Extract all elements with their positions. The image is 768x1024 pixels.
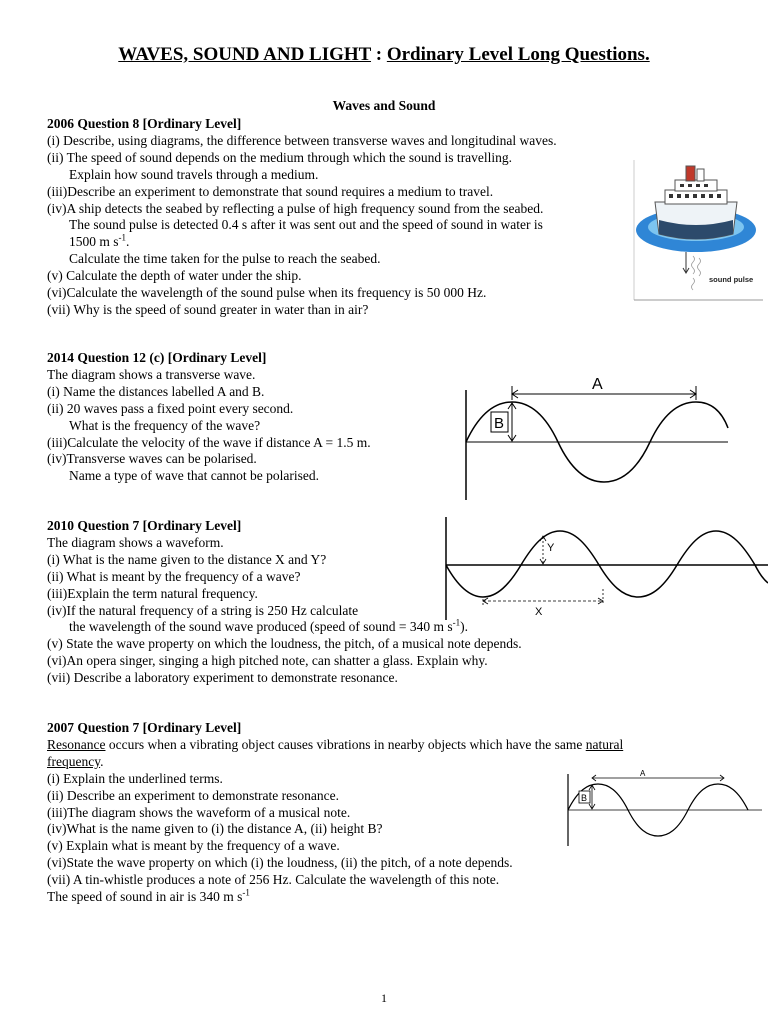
label-y: Y [547, 542, 555, 554]
question-line: (vi)An opera singer, singing a high pitched note, can shatter a glass. Explain why. [47, 653, 488, 669]
unit-exponent: -1 [118, 232, 127, 243]
section-heading: Waves and Sound [332, 98, 436, 113]
question-line: (i) Explain the underlined terms. [47, 770, 223, 786]
transverse-wave-diagram [460, 372, 732, 502]
question-2006-q8 [47, 116, 557, 319]
speed-value: 1500 m s [69, 234, 119, 250]
question-line [47, 754, 623, 771]
question-line: The diagram shows a transverse wave. [47, 366, 256, 382]
punct: . [126, 234, 130, 250]
title-main: WAVES, SOUND AND LIGHT [118, 44, 372, 65]
question-line: (ii) The speed of sound depends on the medium through which the sound is travelling. [47, 149, 513, 165]
question-line: (iii)Describe an experiment to demonstrate that sound requires a medium to travel. [47, 183, 494, 199]
question-line [47, 234, 557, 251]
question-line: (ii) Describe an experiment to demonstrate resonance. [47, 787, 340, 803]
question-line: (iii)Explain the term natural frequency. [47, 585, 258, 601]
question-line: (iv)A ship detects the seabed by reflecting a pulse of high frequency sound from the seabed. [47, 200, 544, 216]
question-line: (i) Name the distances labelled A and B. [47, 383, 265, 399]
question-line: (vii) Why is the speed of sound greater in water than in air? [47, 301, 369, 317]
question-heading: 2006 Question 8 [Ordinary Level] [47, 116, 242, 131]
label-b: B [581, 793, 588, 803]
question-line: (iv)If the natural frequency of a string is 250 Hz calculate [47, 602, 359, 618]
question-text: occurs when a vibrating object causes vibrations in nearby objects which have the same [105, 736, 586, 752]
question-line: (iv)What is the name given to (i) the distance A, (ii) height B? [47, 821, 383, 837]
question-2007-q7 [47, 720, 623, 906]
punct: ). [460, 619, 469, 635]
question-line: (vi)Calculate the wavelength of the sound pulse when its frequency is 50 000 Hz. [47, 285, 487, 301]
question-line: (v) Explain what is meant by the frequency of a wave. [47, 838, 340, 854]
question-line: (ii) What is meant by the frequency of a wave? [47, 568, 301, 584]
question-line: (i) Describe, using diagrams, the difference between transverse waves and longitudinal waves. [47, 132, 557, 148]
sound-pulse-label: sound pulse [709, 275, 754, 284]
punct: . [100, 753, 104, 769]
question-line: (iv)Transverse waves can be polarised. [47, 451, 257, 467]
underlined-term: Resonance [47, 736, 106, 752]
underlined-term: natural [585, 736, 624, 752]
underlined-term: frequency [47, 753, 101, 769]
question-text: The speed of sound in air is 340 m s [47, 889, 243, 905]
waveform-diagram [443, 517, 768, 620]
question-line: The sound pulse is detected 0.4 s after it was sent out and the speed of sound in water is [69, 217, 543, 233]
question-line: (v) Calculate the depth of water under the ship. [47, 268, 302, 284]
question-line: (vii) Describe a laboratory experiment to demonstrate resonance. [47, 670, 398, 686]
question-heading: 2007 Question 7 [Ordinary Level] [47, 720, 242, 735]
question-heading: 2014 Question 12 (c) [Ordinary Level] [47, 350, 267, 365]
question-line: (vi)State the wave property on which (i) the loudness, (ii) the pitch, of a note depends. [47, 855, 513, 871]
question-line [47, 737, 623, 754]
question-line [47, 889, 623, 906]
question-line: Explain how sound travels through a medium. [69, 166, 319, 182]
question-line: (iii)The diagram shows the waveform of a musical note. [47, 804, 351, 820]
question-line [47, 619, 522, 636]
question-line: (v) State the wave property on which the loudness, the pitch, of a musical note depends. [47, 636, 522, 652]
label-x: X [535, 606, 543, 618]
label-a: A [592, 376, 603, 393]
question-heading: 2010 Question 7 [Ordinary Level] [47, 518, 242, 533]
unit-exponent: -1 [242, 887, 250, 898]
label-a: A [640, 769, 646, 778]
question-line: (i) What is the name given to the distance X and Y? [47, 551, 327, 567]
musical-note-waveform [562, 766, 762, 850]
label-b: B [494, 415, 505, 432]
unit-exponent: -1 [452, 617, 461, 628]
title-separator: : [371, 44, 387, 65]
question-line: Calculate the time taken for the pulse to reach the seabed. [69, 251, 381, 267]
question-text: the wavelength of the sound wave produced (speed of sound = 340 m s [69, 619, 453, 635]
page-number: 1 [381, 991, 387, 1005]
question-line: (ii) 20 waves pass a fixed point every second. [47, 400, 294, 416]
question-line: (iii)Calculate the velocity of the wave if distance A = 1.5 m. [47, 434, 371, 450]
question-line: What is the frequency of the wave? [69, 417, 261, 433]
question-line: The diagram shows a waveform. [47, 534, 224, 550]
question-line: (vii) A tin-whistle produces a note of 256 Hz. Calculate the wavelength of this note. [47, 872, 500, 888]
title-sub: Ordinary Level Long Questions. [386, 44, 650, 65]
question-2014-q12c [47, 350, 371, 485]
ship-illustration [633, 160, 763, 302]
question-line: Name a type of wave that cannot be polarised. [69, 468, 320, 484]
page-title [0, 44, 768, 66]
